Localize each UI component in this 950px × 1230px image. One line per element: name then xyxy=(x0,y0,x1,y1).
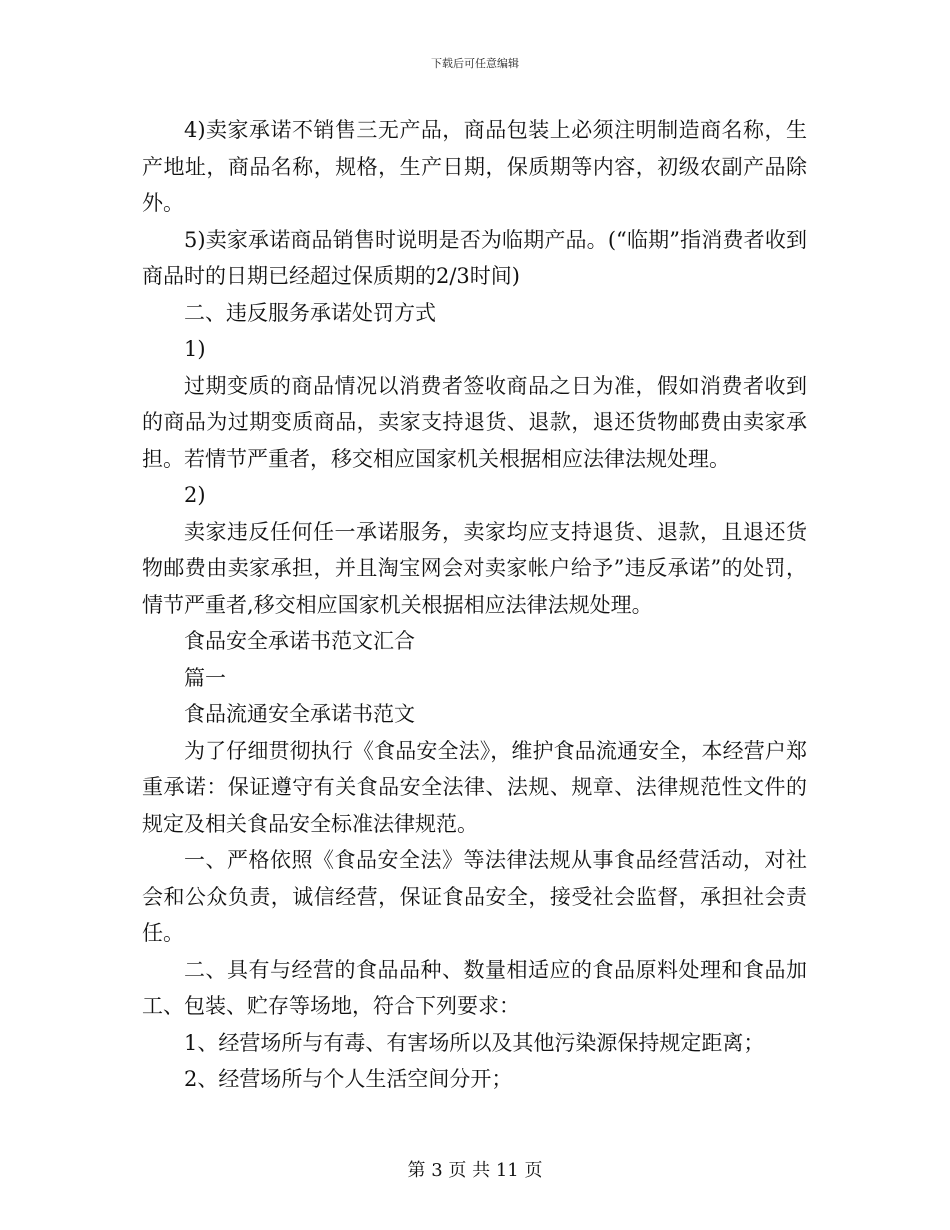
section-heading: 食品安全承诺书范文汇合 xyxy=(184,629,415,653)
paragraph: 卖家违反任何任一承诺服务，卖家均应支持退货、退款，且退还货物邮费由卖家承担，并且淘宝网会对卖家帐户给予”违反承诺”的处罚，情节严重者,移交相应国家机关根据相应法律法规处理。 xyxy=(142,519,807,617)
section-heading: 篇一 xyxy=(184,665,226,690)
document-title: 食品流通安全承诺书范文 xyxy=(184,702,415,726)
paragraph: 过期变质的商品情况以消费者签收商品之日为准，假如消费者收到的商品为过期变质商品，卖家支持退货、退款，退还货物邮费由卖家承担。若情节严重者，移交相应国家机关根据相应法律法规处理。 xyxy=(142,373,807,471)
list-marker: 2) xyxy=(184,483,206,507)
page-header: 下载后可任意编辑 xyxy=(431,57,519,70)
paragraph: 4)卖家承诺不销售三无产品，商品包装上必须注明制造商名称，生产地址，商品名称，规格，生产日期，保质期等内容，初级农副产品除外。 xyxy=(142,118,807,215)
paragraph: 二、具有与经营的食品品种、数量相适应的食品原料处理和食品加工、包装、贮存等场地，符合下列要求： xyxy=(142,957,807,1018)
document-body xyxy=(142,112,807,1098)
list-marker: 1) xyxy=(184,337,206,361)
page-footer: 第 3 页 共 11 页 xyxy=(407,1160,543,1181)
paragraph: 为了仔细贯彻执行《食品安全法》，维护食品流通安全，本经营户郑重承诺：保证遵守有关食品安全法律、法规、规章、法律规范性文件的规定及相关食品安全标准法律规范。 xyxy=(142,738,807,836)
list-item: 2、经营场所与个人生活空间分开； xyxy=(184,1067,513,1091)
list-item: 1、经营场所与有毒、有害场所以及其他污染源保持规定距离； xyxy=(184,1030,765,1055)
paragraph: 一、严格依照《食品安全法》等法律法规从事食品经营活动，对社会和公众负责，诚信经营，保证食品安全，接受社会监督，承担社会责任。 xyxy=(142,848,807,945)
paragraph: 5)卖家承诺商品销售时说明是否为临期产品。(“临期”指消费者收到商品时的日期已经超过保质期的2/3时间) xyxy=(142,227,807,288)
section-heading: 二、违反服务承诺处罚方式 xyxy=(184,300,436,325)
